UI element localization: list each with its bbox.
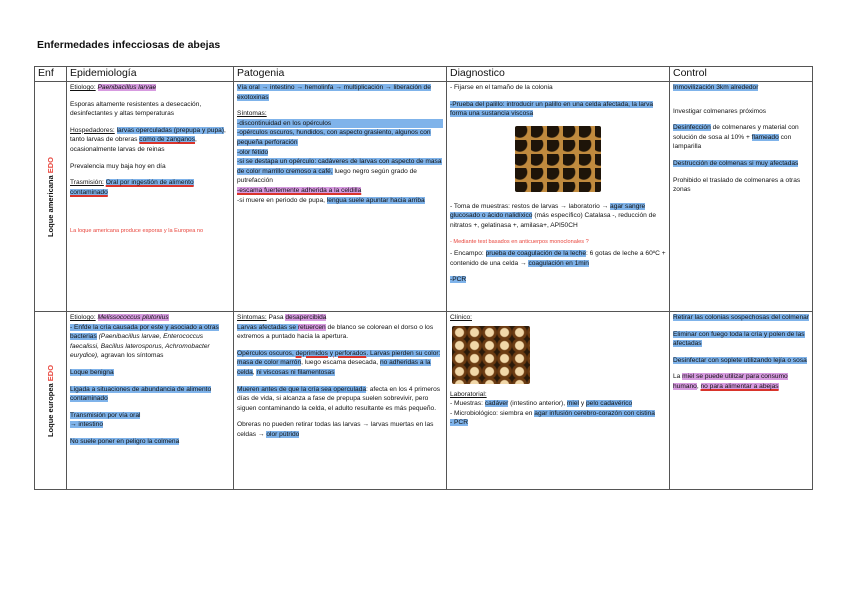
header-enf: Enf xyxy=(35,67,67,82)
patogenia-cell: Vía oral → intestino → hemolinfa → multiplicación → liberación de exotoxinas Síntomas: -discontinuidad en los opérculos -opérculos oscuros, hundidos, con aspecto grasiento, algunos con pequeña perforación -olor fétido -si se destapa un opérculo: cadáveres de larvas con aspecto de masa de color marrillo cremoso a café, luego negro según grado de putrefacción -escama fuertemente adherida a la celdilla -si muere en periodo de pupa, lengua suele apuntar hacia arriba xyxy=(234,82,447,312)
diagnostico-cell: Clínico: Laboratorial: - Muestras: cadáver (intestino anterior), miel y pelo cadavérico - Microbiológico: siembra en agar infusión cerebro-corazón con cistina - PCR xyxy=(447,312,670,490)
epidemiologia-cell: Etiologo: Melissococcus plutonius - Enfde la cría causada por este y asociado a otras bacterias (Paenibacillus larvae, Enterococcus faecalissi, Bacillus laterosporus, Achromobacter eurydice), agravan los síntomas Loque benigna Ligada a situaciones de abundancia de alimento contaminado Transmisión por vía oral → intestino No suele poner en peligro la colmena xyxy=(67,312,234,490)
row-label-cell xyxy=(35,312,67,490)
table-row-loque-americana xyxy=(35,82,813,312)
row-label-loque-americana: Loque americana EDO xyxy=(45,156,55,237)
header-patogenia: Patogenia xyxy=(234,67,447,82)
patogenia-cell: Síntomas: Pasa desapercibida Larvas afectadas se retuercen de blanco se colorean el dorso o los extremos a puntado hacia la apertura. Opérculos oscuros, deprimidos y perforados. Larvas pierden su color: masa de color marrón, luego escama desecada, no adheridas a la celda, ni viscosas ni filamentosas Mueren antes de que la cría sea operculada: afecta en los 4 primeros días de vida, si alcanza a fase de prepupa suelen sobrevivir, pero siguen contaminando la celda, el adulto resultante es más pequeño. Obreras no pueden retirar todas las larvas → larvas muertas en las celdas → olor pútrido xyxy=(234,312,447,490)
row-label-cell xyxy=(35,82,67,312)
table-row-loque-europea xyxy=(35,312,813,490)
control-cell: Retirar las colonias sospechosas del colmenar Eliminar con fuego toda la cría y polen de las afectadas Desinfectar con soplete utilizando lejía o sosa La miel se puede utilizar para consumo humano, no para alimentar a abejas xyxy=(670,312,813,490)
header-row xyxy=(35,67,813,82)
row-label-loque-europea: Loque europea EDO xyxy=(45,364,55,437)
header-control: Control xyxy=(670,67,813,82)
brood-cells-image xyxy=(452,326,530,384)
diseases-table xyxy=(34,66,813,490)
control-cell: Inmovilización 3km alrededor Investigar colmenares próximos Desinfección de colmenares y material con solución de sosa al 10% + flameado con lamparilla Destrucción de colmenas si muy afectadas Prohibido el traslado de colmenares a otras zonas xyxy=(670,82,813,312)
header-epidemiologia: Epidemiología xyxy=(67,67,234,82)
note-esporas: La loque americana produce esporas y la Europea no xyxy=(70,228,204,235)
page-title: Enfermedades infecciosas de abejas xyxy=(37,39,221,51)
diagnostico-cell: - Fijarse en el tamaño de la colonia -Prueba del palillo: introducir un palillo en una celda afectada, la larva forma una sustancia viscosa - Toma de muestras: restos de larvas → laboratorio → agar sangre glucosado o ácido nalidíxico (más específico) Catalasa -, reducción de nitratos +, gelatinasa +, amilasa+, API50CH - Mediante test basados en anticuerpos monoclonales ? - Encampo: prueba de coagulación de la leche: 6 gotas de leche a 60ºC + contenido de una celda → coagulación en 1min -PCR xyxy=(447,82,670,312)
header-diagnostico: Diagnostico xyxy=(447,67,670,82)
brood-comb-image xyxy=(515,126,601,192)
epidemiologia-cell: Etiologo: Paenibacillus larvae Esporas altamente resistentes a desecación, desinfectantes y altas temperaturas Hospedadores: larvas operculadas (prepupa y pupa), tanto larvas de obreras como de zanganos, ocasionalmente larvas de reinas Prevalencia muy baja hoy en día Trasmisión: Oral por ingestión de alimento contaminado La loque americana produce esporas y la Europea no xyxy=(67,82,234,312)
